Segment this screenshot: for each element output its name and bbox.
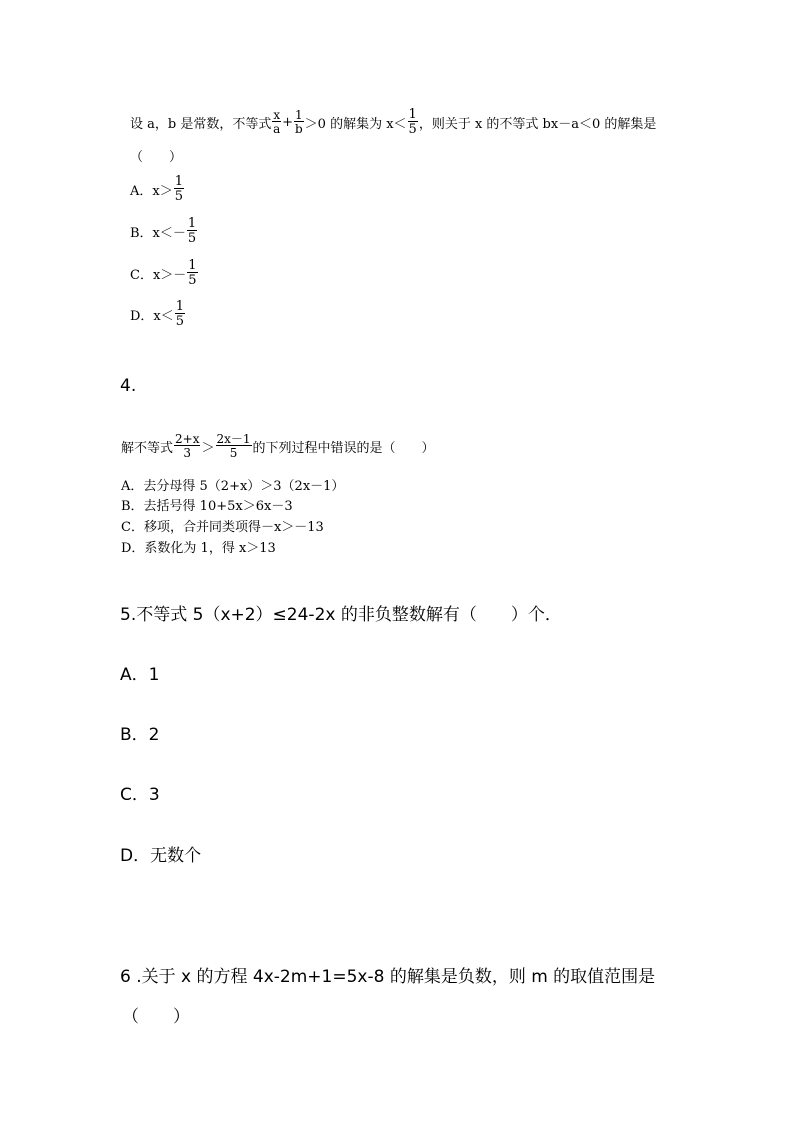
q4-stem: [121, 433, 435, 459]
q4-option-d: D．系数化为 1，得 x＞13: [121, 541, 276, 556]
q3-option-d: D．x＜ $\frac{1}{5}$: [130, 299, 185, 329]
q3-option-b-frac: $\frac{1}{5}$: [187, 216, 197, 246]
q6-answer-paren: （ ）: [122, 1007, 190, 1027]
q6-stem: 6 .关于 x 的方程 4x-2m+1=5x-8 的解集是负数，则 m 的取值范围是: [120, 967, 656, 987]
q3-stem: [130, 108, 656, 136]
q3-frac-x-over-a: $\frac{x}{a}$: [273, 108, 281, 136]
q3-stem-text-1: 设 a，b 是常数，不等式: [130, 116, 272, 132]
q3-option-a: A．x＞ $\frac{1}{5}$: [130, 174, 184, 204]
q3-stem-text-3: ，则关于 x 的不等式 bx－a＜0 的解集是: [418, 116, 657, 132]
q3-option-d-frac: $\frac{1}{5}$: [175, 299, 185, 329]
q3-option-c: C．x＞－ $\frac{1}{5}$: [130, 258, 197, 288]
q4-option-a: A．去分母得 5（2+x）＞3（2x－1）: [121, 479, 345, 494]
q3-frac-1-over-5: $\frac{1}{5}$: [408, 107, 417, 137]
q4-gt: ＞: [201, 440, 215, 456]
q3-frac-1-over-b: $\frac{1}{b}$: [295, 108, 303, 136]
q4-stem-text-2: 的下列过程中错误的是（ ）: [252, 440, 435, 456]
q5-stem: 5.不等式 5（x+2）≤24-2x 的非负整数解有（ ）个．: [120, 605, 562, 625]
q3-option-a-frac: $\frac{1}{5}$: [174, 174, 184, 204]
q4-option-b: B．去括号得 10+5x＞6x－3: [121, 499, 293, 514]
q3-option-c-frac: $\frac{1}{5}$: [188, 258, 197, 288]
q5-option-a: A．1: [120, 665, 160, 685]
q5-option-c: C．3: [120, 785, 160, 805]
q4-stem-text-1: 解不等式: [121, 440, 174, 456]
q3-answer-paren: （ ）: [130, 150, 183, 165]
q4-frac-2: $\frac{2x-1}{5}$: [216, 432, 251, 460]
q4-frac-1: $\frac{2+x}{3}$: [175, 432, 200, 460]
q5-option-b: B．2: [120, 725, 160, 745]
q5-option-d: D．无数个: [120, 846, 202, 866]
q4-option-c: C．移项，合并同类项得－x＞－13: [121, 520, 324, 535]
q3-stem-text-2: ＞0 的解集为 x＜: [304, 116, 407, 132]
q4-number: 4.: [120, 376, 137, 396]
q3-option-b: B．x＜－ $\frac{1}{5}$: [130, 216, 197, 246]
q3-plus: +: [282, 114, 294, 130]
